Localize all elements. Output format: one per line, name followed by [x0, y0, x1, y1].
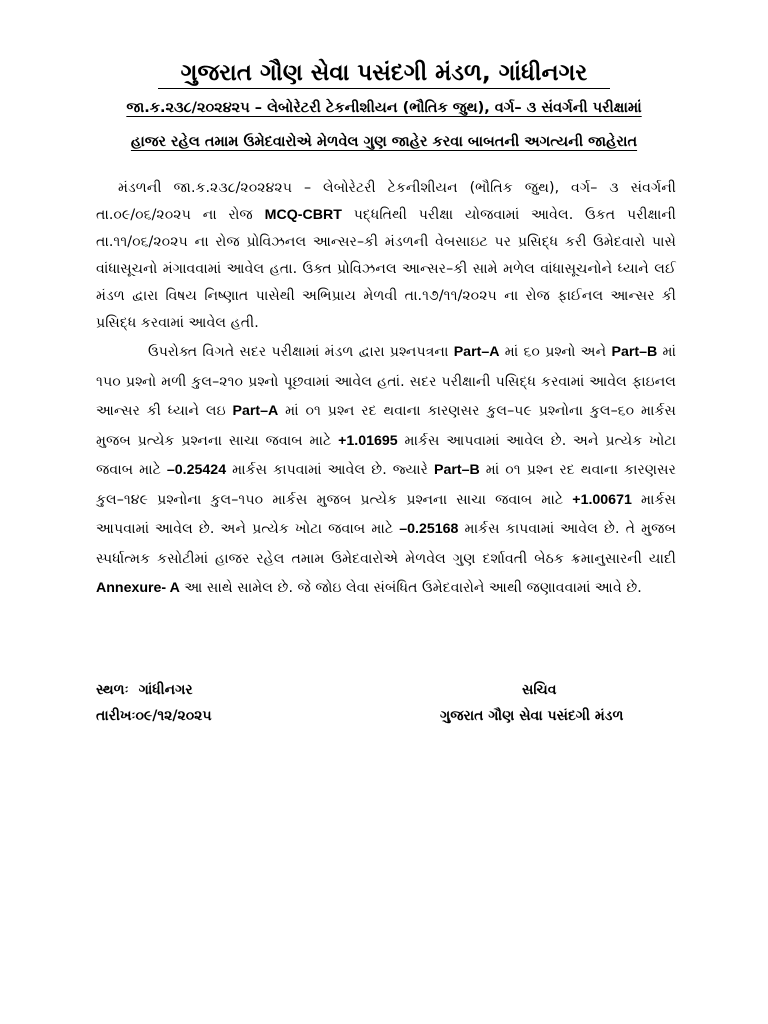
date-value: ૦૯/૧૨/૨૦૨૫	[135, 708, 212, 724]
p2-text-h: માર્કસ આપવામાં આવેલ છે. અને પ્રત્યેક ખોટા જવાબ માટે	[96, 491, 676, 537]
p2-text-f: માર્કસ કાપવામાં આવેલ છે. જ્યારે	[226, 462, 434, 478]
footer-date	[96, 704, 212, 728]
part-b-wrong-mark: –0.25168	[399, 521, 459, 537]
p2-text-d: માં ૦૧ પ્રશ્ન રદ થવાના કારણસર કુલ–૫૯ પ્રશ્નોના કુલ–૬૦ માર્કસ મુજબ પ્રત્યેક પ્રશ્નના સાચા જવાબ માટે	[96, 403, 676, 449]
p2-text-g: માં ૦૧ પ્રશ્ન રદ થવાના કારણસર કુલ–૧૪૯ પ્રશ્નોના કુલ–૧૫૦ માર્કસ મુજબ પ્રત્યેક પ્રશ્નના સાચા જવાબ માટે	[96, 462, 677, 508]
page-title: ગુજરાત ગૌણ સેવા પસંદગી મંડળ, ગાંધીનગર	[180, 60, 588, 86]
signatory-designation: સચિવ	[522, 682, 557, 698]
place-value: ગાંધીનગર	[138, 682, 193, 698]
part-a-label: Part–A	[453, 344, 500, 360]
p2-text-a: ઉપરોક્ત વિગતે સદર પરીક્ષામાં મંડળ દ્વારા પ્રશ્નપત્રના	[148, 344, 454, 360]
part-a-correct-mark: +1.01695	[338, 432, 398, 449]
notice-subtitle-line2	[0, 131, 768, 153]
annexure-label: Annexure- A	[96, 580, 180, 596]
date-label: તારીખઃ	[96, 708, 136, 724]
subtitle-line2-text: હાજર રહેલ તમામ ઉમેદવારોએ મેળવેલ ગુણ જાહેર કરવા બાબતની અગત્યની જાહેરાત	[130, 134, 638, 150]
p2-text-b: માં ૬૦ પ્રશ્નો અને	[499, 344, 612, 360]
part-b-label-2: Part–B	[434, 462, 480, 478]
part-a-wrong-mark: –0.25424	[166, 462, 227, 478]
signatory-office: ગુજરાત ગૌણ સેવા પસંદગી મંડળ	[440, 708, 624, 724]
body-paragraph-1	[96, 175, 676, 337]
place-label: સ્થળઃ	[96, 682, 129, 698]
p2-text-e: માર્કસ આપવામાં આવેલ છે. અને પ્રત્યેક ખોટા જવાબ માટે	[96, 432, 676, 478]
subtitle-line1-text: જા.ક.૨૩૮/૨૦૨૪૨૫ – લેબોરેટરી ટેકનીશીયન (ભૌતિક જુથ), વર્ગ– ૩ સંવર્ગની પરીક્ષામાં	[126, 100, 642, 116]
part-b-label: Part–B	[611, 344, 658, 360]
part-a-label-2: Part–A	[232, 403, 279, 419]
body-paragraph-2	[96, 338, 676, 604]
p1-text-b: પદ્ધતિથી પરીક્ષા યોજવામાં આવેલ. ઉકત પરીક્ષાની તા.૧૧/૦૬/૨૦૨૫ ના રોજ પ્રોવિઝનલ આન્સર–કી મંડળની વેબસાઇટ પર પ્રસિદ્ધ કરી ઉમેદવારો પાસે વાંધાસૂચનો મંગાવવામાં આવેલ હતા. ઉક્ત પ્રોવિઝનલ આન્સર–કી સામે મળેલ વાંધાસૂચનોને ધ્યાને લઈ મંડળ દ્વારા વિષય નિષ્ણાત પાસેથી અભિપ્રાય મેળવી તા.૧૭/૧૧/૨૦૨૫ ના રોજ ફાઈનલ આન્સર કી પ્રસિદ્ધ કરવામાં આવેલ હતી.	[96, 207, 676, 331]
p2-text-i: માર્કસ કાપવામાં આવેલ છે. તે મુજબ સ્પર્ધાત્મક કસોટીમાં હાજર રહેલ તમામ ઉમેદવારોએ મેળવેલ ગુણ દર્શાવતી બેઠક ક્રમાનુસારની યાદી	[96, 521, 676, 567]
title-underline	[158, 88, 610, 89]
p2-text-c: માં ૧૫૦ પ્રશ્નો મળી કુલ–૨૧૦ પ્રશ્નો પૂછવામાં આવેલ હતાં. સદર પરીક્ષાની પસિદ્ધ કરવામાં આવેલ ફાઇનલ આન્સર કી ધ્યાને લઇ	[96, 344, 676, 419]
notice-subtitle-line1	[0, 97, 768, 119]
exam-method: MCQ-CBRT	[264, 207, 342, 223]
part-b-correct-mark: +1.00671	[572, 491, 632, 508]
p1-text-a: મંડળની જા.ક.૨૩૮/૨૦૨૪૨૫ – લેબોરેટરી ટેકનીશીયન (ભૌતિક જુથ), વર્ગ– ૩ સંવર્ગની તા.૦૯/૦૬/૨૦૨૫ ના રોજ	[96, 180, 676, 223]
p2-text-j: આ સાથે સામેલ છે. જે જોઇ લેવા સંબંધિત ઉમેદવારોને આથી જણાવવામાં આવે છે.	[179, 580, 642, 596]
footer-place	[96, 678, 193, 702]
